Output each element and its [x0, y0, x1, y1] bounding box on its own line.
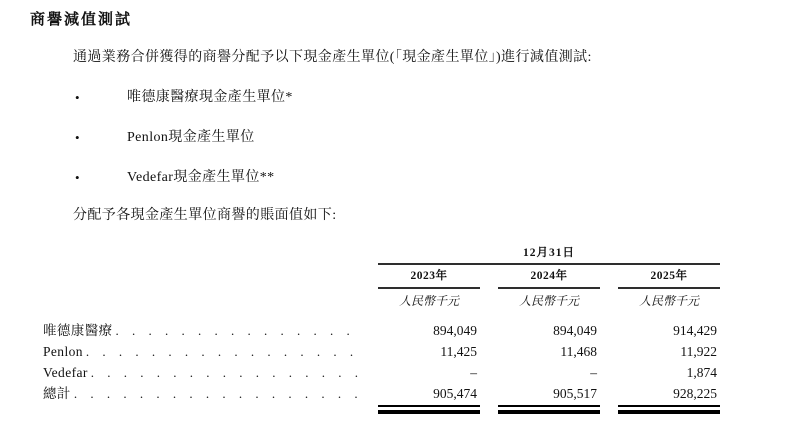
unit-header: 人民幣千元 [638, 294, 699, 308]
row-label-cell [0, 341, 378, 362]
total-cell-value: 905,474 [433, 386, 477, 401]
year-column-header-2023: 2023年 [378, 270, 480, 289]
unit-header: 人民幣千元 [398, 294, 459, 308]
table-intro-paragraph: 分配予各現金產生單位商譽的賬面值如下: [73, 208, 337, 223]
year-column-header-2025: 2025年 [618, 270, 720, 289]
table-year-header-row [0, 270, 800, 289]
bullet-marker: • [75, 170, 80, 185]
list-item [75, 168, 800, 188]
label-column-spacer [0, 270, 378, 289]
total-cell-value: 905,517 [553, 386, 597, 401]
cell-value: 1,874 [686, 365, 717, 380]
total-double-rule [378, 405, 480, 414]
cgu-bullet-list [0, 88, 800, 188]
table-row-vedefar [0, 362, 800, 383]
list-item-label: Vedefar現金產生單位** [127, 170, 275, 185]
list-item-label: 唯德康醫療現金產生單位* [127, 90, 293, 105]
cell-value: 11,425 [440, 344, 477, 359]
table-date-header: 12月31日 [523, 247, 575, 259]
cell-value: 11,468 [560, 344, 597, 359]
cell-value: 11,922 [680, 344, 717, 359]
row-label-cell [0, 362, 378, 383]
list-item [75, 88, 800, 108]
table-row-penlon [0, 341, 800, 362]
label-column-spacer [0, 405, 378, 414]
total-double-rule-row [0, 405, 800, 414]
intro-paragraph: 通過業務合併獲得的商譽分配予以下現金產生單位(「現金產生單位」)進行減值測試: [73, 50, 592, 65]
label-column-spacer [0, 246, 378, 260]
cell-value: 894,049 [433, 323, 477, 338]
cell-value: – [590, 365, 597, 380]
cell-value: – [470, 365, 477, 380]
label-column-spacer [0, 294, 378, 308]
dot-leader [86, 341, 362, 362]
table-row-weidekang [0, 320, 800, 341]
unit-header: 人民幣千元 [518, 294, 579, 308]
list-item-label: Penlon現金產生單位 [127, 130, 255, 145]
total-cell-value: 928,225 [673, 386, 717, 401]
row-label: Vedefar [43, 365, 88, 380]
dot-leader [74, 383, 362, 404]
date-header-rule [378, 263, 720, 265]
row-label: Penlon [43, 344, 83, 359]
table-date-row [0, 246, 800, 260]
bullet-marker: • [75, 90, 80, 105]
bullet-marker: • [75, 130, 80, 145]
dot-leader [116, 320, 363, 341]
table-row-total [0, 383, 800, 404]
cell-value: 894,049 [553, 323, 597, 338]
total-double-rule [618, 405, 720, 414]
row-label-cell [0, 320, 378, 341]
goodwill-table [0, 246, 800, 414]
page-title: 商譽減值測試 [30, 12, 133, 28]
row-label-cell [0, 383, 378, 404]
total-double-rule [498, 405, 600, 414]
row-label: 唯德康醫療 [43, 323, 113, 338]
list-item [75, 128, 800, 148]
dot-leader [91, 362, 362, 383]
year-column-header-2024: 2024年 [498, 270, 600, 289]
total-row-label: 總計 [43, 386, 71, 401]
table-unit-header-row [0, 294, 800, 308]
cell-value: 914,429 [673, 323, 717, 338]
